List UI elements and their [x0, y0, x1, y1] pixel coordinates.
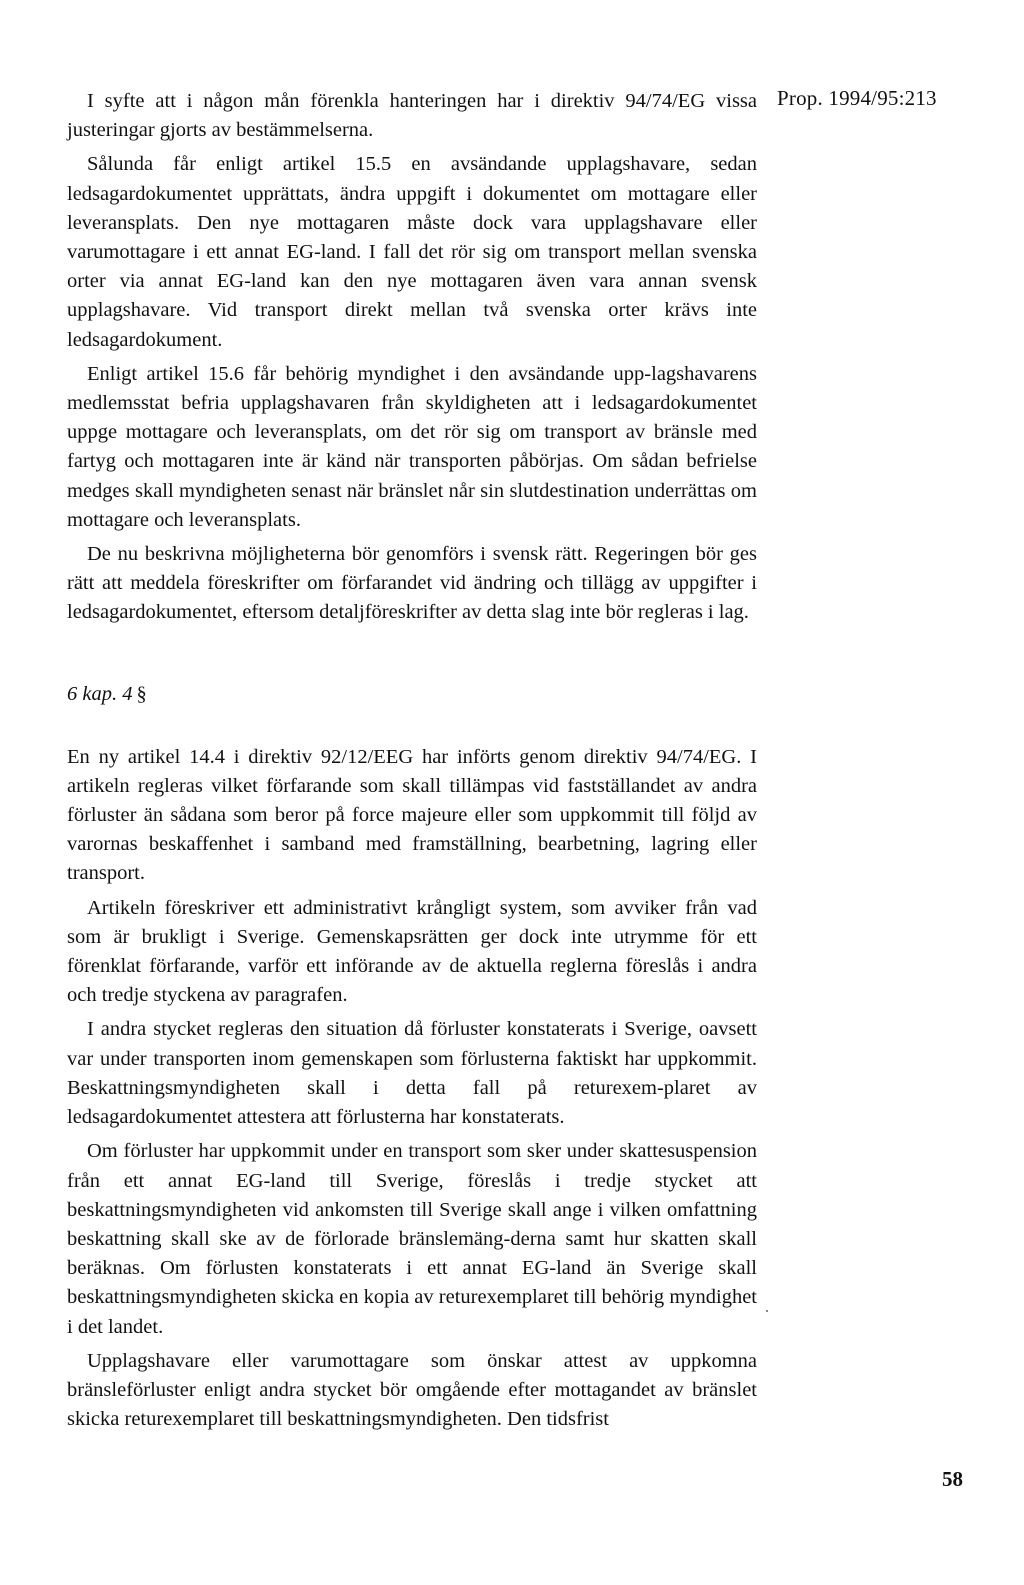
- paragraph: I andra stycket regleras den situation då förluster konstaterats i Sverige, oavsett var under transporten inom gemenskapen som förlusterna faktiskt har uppkommit. Beskattningsmyndigheten skall i detta fall på returexem-plaret av ledsagardokumentet attestera att förlusterna har konstaterats.: [67, 1018, 757, 1129]
- paragraph: Enligt artikel 15.6 får behörig myndighet i den avsändande upp-lagshavarens medlemsstat befria upplagshavaren från skyldigheten att i ledsagardokumentet uppge mottagare och leveransplats, om det rör sig om transport av bränsle med fartyg och mottagaren inte är känd när transporten påbörjas. Om sådan befrielse medges skall myndigheten senast när bränslet når sin slutdestination underrättas om mottagare och leveransplats.: [67, 362, 757, 531]
- section-heading: [67, 680, 757, 709]
- section-symbol: §: [136, 682, 147, 705]
- paragraph: En ny artikel 14.4 i direktiv 92/12/EEG har införts genom direktiv 94/74/EG. I artikeln regleras vilket förfarande som skall tillämpas vid fastställandet av andra förluster än sådana som beror på force majeure eller som uppkommit till följd av varornas beskaffenhet i samband med framställning, bearbetning, lagring eller transport.: [67, 745, 757, 885]
- body-text: [67, 87, 757, 1439]
- section-heading-label: 6 kap. 4: [67, 682, 133, 705]
- paragraph: I syfte att i någon mån förenkla hanteringen har i direktiv 94/74/EG vissa justeringar gjorts av bestämmelserna.: [67, 90, 757, 142]
- paragraph: De nu beskrivna möjligheterna bör genomförs i svensk rätt. Regeringen bör ges rätt att meddela föreskrifter om förfarandet vid ändring och tillägg av uppgifter i ledsagardokumentet, eftersom detaljföreskrifter av detta slag inte bör regleras i lag.: [67, 543, 757, 624]
- paragraph: Sålunda får enligt artikel 15.5 en avsändande upplagshavare, sedan ledsagardokumentet upprättats, ändra uppgift i dokumentet om mottagare eller leveransplats. Den nye mottagaren måste dock vara upplagshavare eller varumottagare i ett annat EG-land. I fall det rör sig om transport mellan svenska orter via annat EG-land kan den nye mottagaren även vara annan svensk upplagshavare. Vid transport direkt mellan två svenska orter krävs inte ledsagardokument.: [67, 153, 757, 351]
- page-number: 58: [942, 1467, 963, 1491]
- paragraph: Om förluster har uppkommit under en transport som sker under skattesuspension från ett annat EG-land till Sverige, föreslås i tredje stycket att beskattningsmyndigheten vid ankomsten till Sverige skall ange i vilken omfattning beskattning skall ske av de förlorade bränslemäng-derna samt hur skatten skall beräknas. Om förlusten konstaterats i ett annat EG-land än Sverige skall beskattningsmyndigheten skicka en kopia av returexemplaret till behörig myndighet i det landet.: [67, 1140, 757, 1338]
- paragraph: Upplagshavare eller varumottagare som önskar attest av uppkomna bränsleförluster enligt andra stycket bör omgående efter mottagandet av bränslet skicka returexemplaret till beskattningsmyndigheten. Den tidsfrist: [67, 1349, 757, 1431]
- paragraph: Artikeln föreskriver ett administrativt krångligt system, som avviker från vad som är brukligt i Sverige. Gemenskapsrätten ger dock inte utrymme för ett förenklat förfarande, varför ett införande av de aktuella reglerna föreslås i andra och tredje styckena av paragrafen.: [67, 896, 757, 1007]
- proposition-reference: Prop. 1994/95:213: [777, 86, 937, 110]
- margin-mark: [766, 1310, 768, 1312]
